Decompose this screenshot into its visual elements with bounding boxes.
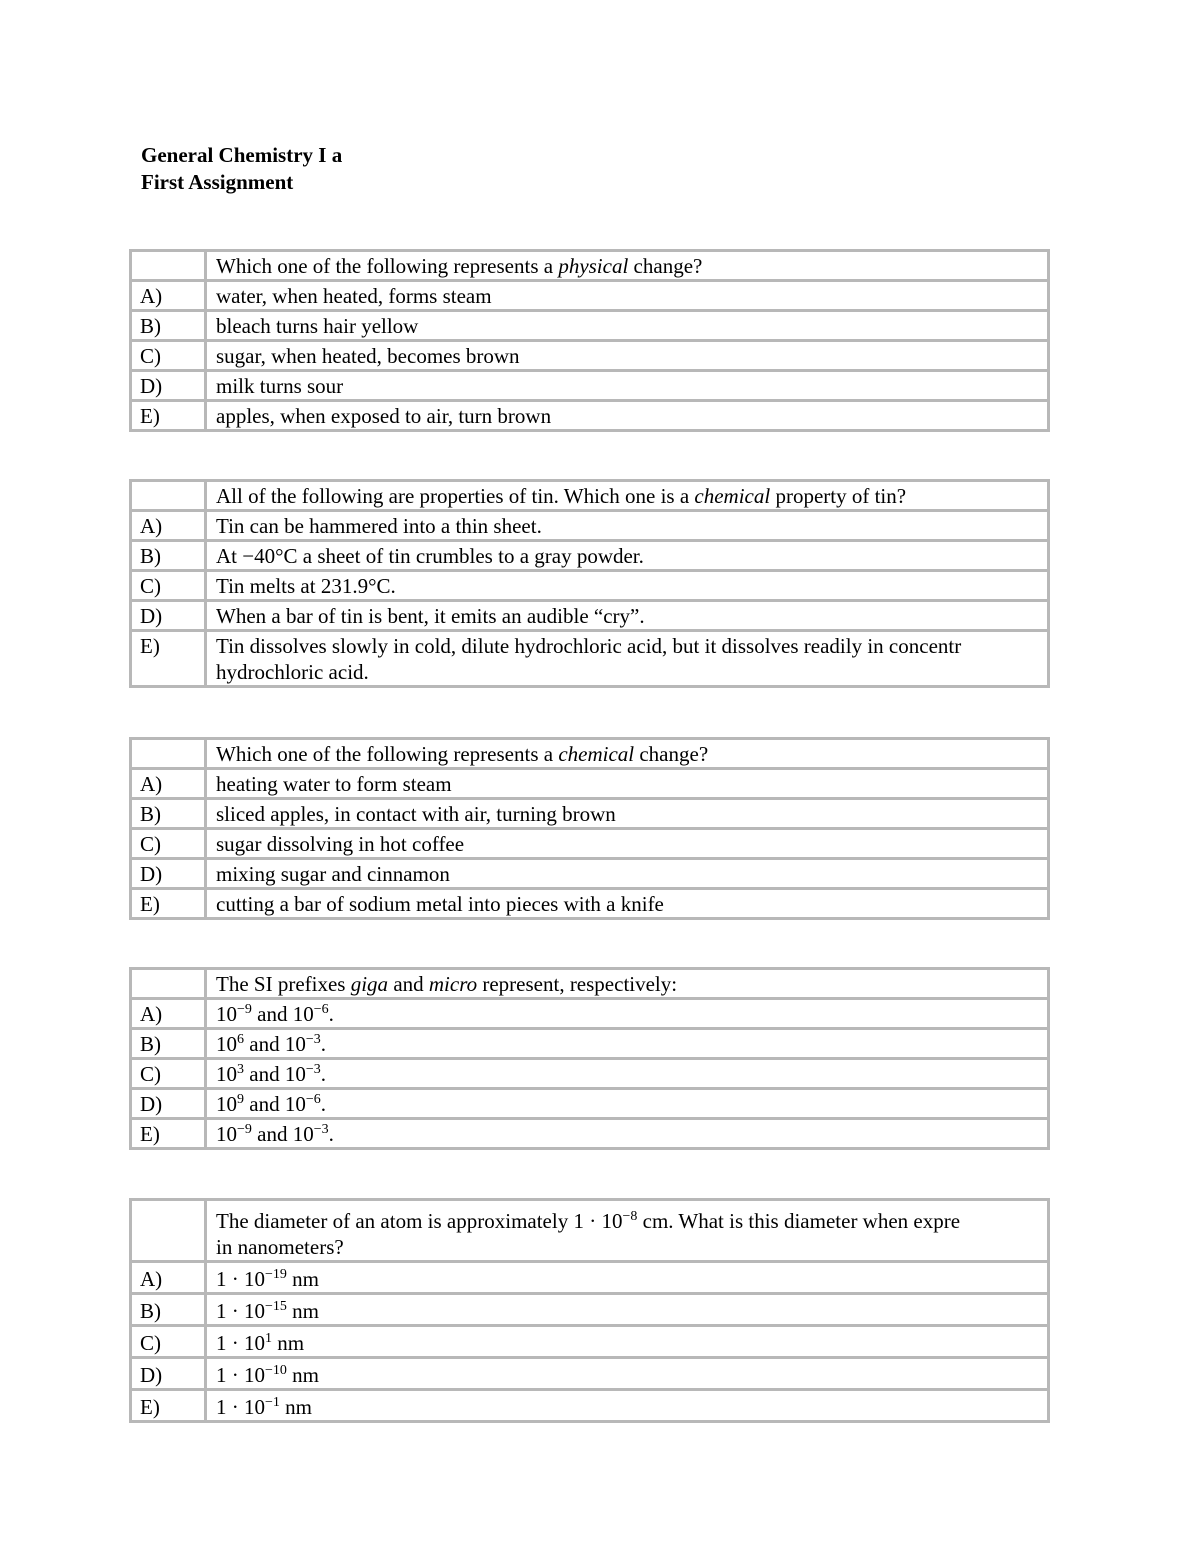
option-letter: E) bbox=[131, 1390, 206, 1422]
option-row bbox=[131, 1326, 1049, 1358]
question-row bbox=[131, 739, 1049, 769]
option-letter: A) bbox=[131, 281, 206, 311]
option-text: $10^{-9}$ and $10^{-6}$. bbox=[206, 999, 1049, 1029]
question-number-cell bbox=[131, 1200, 206, 1262]
option-row bbox=[131, 281, 1049, 311]
option-letter: A) bbox=[131, 769, 206, 799]
option-text: water, when heated, forms steam bbox=[206, 281, 1049, 311]
question-number-cell bbox=[131, 969, 206, 999]
option-row bbox=[131, 999, 1049, 1029]
option-row bbox=[131, 341, 1049, 371]
question-4-table bbox=[129, 967, 1050, 1150]
question-row bbox=[131, 1200, 1049, 1262]
option-text: When a bar of tin is bent, it emits an audible “cry”. bbox=[206, 601, 1049, 631]
option-text: $10^6$ and $10^{-3}$. bbox=[206, 1029, 1049, 1059]
option-text-line: Tin dissolves slowly in cold, dilute hydrochloric acid, but it dissolves readily in concentr bbox=[216, 634, 962, 658]
option-letter: D) bbox=[131, 1089, 206, 1119]
question-stem: Which one of the following represents a physical change? bbox=[206, 251, 1049, 281]
option-text: $10^3$ and $10^{-3}$. bbox=[206, 1059, 1049, 1089]
option-row bbox=[131, 769, 1049, 799]
option-row bbox=[131, 571, 1049, 601]
question-number-cell bbox=[131, 251, 206, 281]
option-letter: C) bbox=[131, 1059, 206, 1089]
question-stem-line: The diameter of an atom is approximately $1 \cdot 10^{-8}$ cm. What is this diameter when expre bbox=[216, 1209, 961, 1233]
question-1-table bbox=[129, 249, 1050, 432]
option-text: apples, when exposed to air, turn brown bbox=[206, 401, 1049, 431]
option-letter: D) bbox=[131, 371, 206, 401]
option-row bbox=[131, 889, 1049, 919]
option-text: $10^9$ and $10^{-6}$. bbox=[206, 1089, 1049, 1119]
option-letter: B) bbox=[131, 799, 206, 829]
option-row bbox=[131, 1262, 1049, 1294]
emphasis: chemical bbox=[558, 742, 635, 766]
question-2-table bbox=[129, 479, 1050, 688]
option-row bbox=[131, 1119, 1049, 1149]
option-row bbox=[131, 829, 1049, 859]
option-text bbox=[206, 631, 1049, 687]
option-letter: E) bbox=[131, 1119, 206, 1149]
emphasis: giga bbox=[350, 972, 389, 996]
option-row bbox=[131, 511, 1049, 541]
option-row bbox=[131, 799, 1049, 829]
question-row bbox=[131, 481, 1049, 511]
question-row bbox=[131, 969, 1049, 999]
option-letter: D) bbox=[131, 859, 206, 889]
assignment-title: First Assignment bbox=[141, 170, 294, 194]
option-row bbox=[131, 1059, 1049, 1089]
option-row bbox=[131, 1029, 1049, 1059]
question-stem: The SI prefixes giga and micro represent, respectively: bbox=[206, 969, 1049, 999]
option-letter: E) bbox=[131, 401, 206, 431]
option-letter: D) bbox=[131, 601, 206, 631]
option-text: $1 \cdot 10^1$ nm bbox=[206, 1326, 1049, 1358]
option-row bbox=[131, 311, 1049, 341]
option-letter: C) bbox=[131, 829, 206, 859]
option-letter: A) bbox=[131, 1262, 206, 1294]
option-text: Tin can be hammered into a thin sheet. bbox=[206, 511, 1049, 541]
option-text: $10^{-9}$ and $10^{-3}$. bbox=[206, 1119, 1049, 1149]
option-letter: D) bbox=[131, 1358, 206, 1390]
option-text: sugar dissolving in hot coffee bbox=[206, 829, 1049, 859]
option-text: mixing sugar and cinnamon bbox=[206, 859, 1049, 889]
option-letter: E) bbox=[131, 631, 206, 687]
option-letter: C) bbox=[131, 1326, 206, 1358]
emphasis: physical bbox=[558, 254, 629, 278]
option-letter: E) bbox=[131, 889, 206, 919]
question-stem: All of the following are properties of tin. Which one is a chemical property of tin? bbox=[206, 481, 1049, 511]
option-text: milk turns sour bbox=[206, 371, 1049, 401]
option-row bbox=[131, 1358, 1049, 1390]
option-text: $1 \cdot 10^{-15}$ nm bbox=[206, 1294, 1049, 1326]
option-letter: C) bbox=[131, 341, 206, 371]
option-letter: C) bbox=[131, 571, 206, 601]
option-row bbox=[131, 1390, 1049, 1422]
question-stem bbox=[206, 1200, 1049, 1262]
question-number-cell bbox=[131, 481, 206, 511]
option-text: heating water to form steam bbox=[206, 769, 1049, 799]
option-row bbox=[131, 631, 1049, 687]
option-text: $1 \cdot 10^{-19}$ nm bbox=[206, 1262, 1049, 1294]
option-text: At −40°C a sheet of tin crumbles to a gray powder. bbox=[206, 541, 1049, 571]
question-5-table bbox=[129, 1198, 1050, 1423]
option-row bbox=[131, 1089, 1049, 1119]
question-row bbox=[131, 251, 1049, 281]
option-letter: B) bbox=[131, 1029, 206, 1059]
option-text: Tin melts at 231.9°C. bbox=[206, 571, 1049, 601]
option-letter: A) bbox=[131, 511, 206, 541]
option-text: cutting a bar of sodium metal into pieces with a knife bbox=[206, 889, 1049, 919]
document-header bbox=[141, 142, 342, 196]
option-letter: B) bbox=[131, 1294, 206, 1326]
option-row bbox=[131, 371, 1049, 401]
option-row bbox=[131, 601, 1049, 631]
option-row bbox=[131, 1294, 1049, 1326]
option-row bbox=[131, 401, 1049, 431]
option-text: $1 \cdot 10^{-1}$ nm bbox=[206, 1390, 1049, 1422]
option-text: bleach turns hair yellow bbox=[206, 311, 1049, 341]
option-letter: B) bbox=[131, 311, 206, 341]
question-number-cell bbox=[131, 739, 206, 769]
emphasis: chemical bbox=[694, 484, 771, 508]
option-letter: A) bbox=[131, 999, 206, 1029]
option-text: sliced apples, in contact with air, turning brown bbox=[206, 799, 1049, 829]
option-row bbox=[131, 859, 1049, 889]
option-text-line: hydrochloric acid. bbox=[216, 660, 369, 684]
emphasis: micro bbox=[428, 972, 478, 996]
question-stem-line: in nanometers? bbox=[216, 1235, 344, 1259]
option-text: $1 \cdot 10^{-10}$ nm bbox=[206, 1358, 1049, 1390]
option-text: sugar, when heated, becomes brown bbox=[206, 341, 1049, 371]
option-row bbox=[131, 541, 1049, 571]
question-3-table bbox=[129, 737, 1050, 920]
question-stem: Which one of the following represents a chemical change? bbox=[206, 739, 1049, 769]
course-title: General Chemistry I a bbox=[141, 143, 343, 167]
option-letter: B) bbox=[131, 541, 206, 571]
